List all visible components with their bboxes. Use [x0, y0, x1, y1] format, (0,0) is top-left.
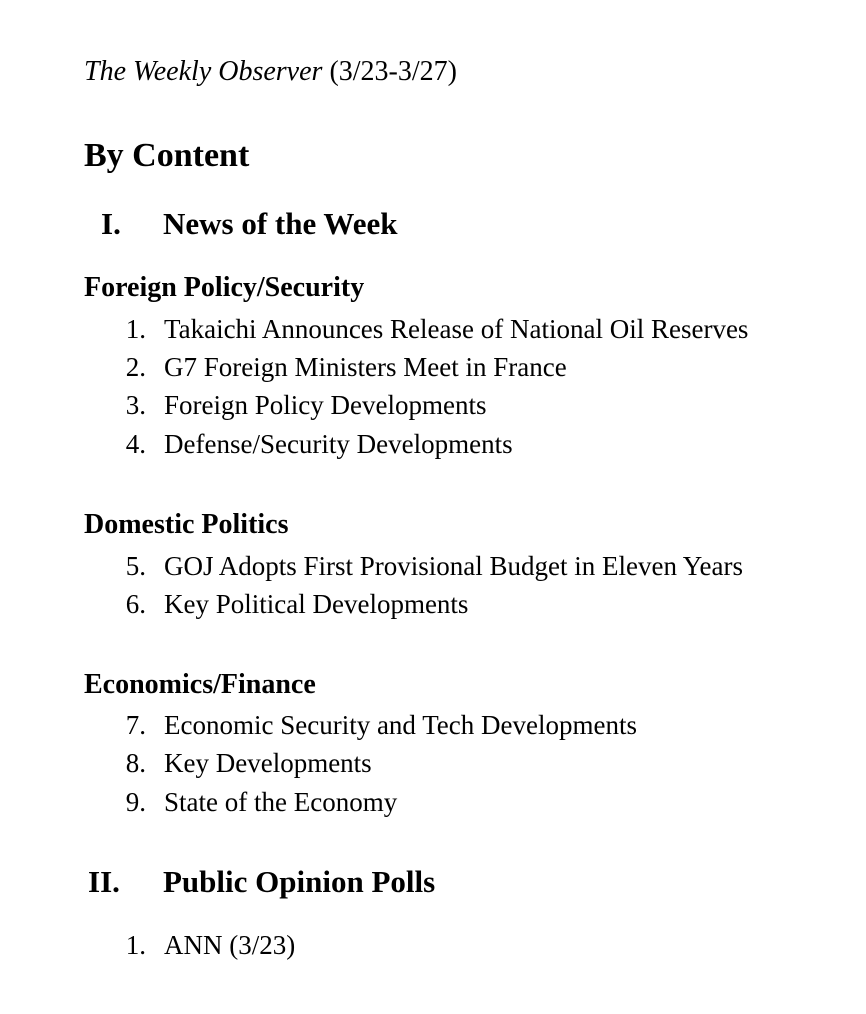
masthead [84, 54, 457, 90]
item-number: 1. [125, 930, 146, 960]
item-number: 2. [125, 352, 146, 382]
section-numeral: I. [101, 206, 121, 241]
item-number: 5. [125, 551, 146, 581]
item-number: 4. [125, 429, 146, 459]
item-text: State of the Economy [164, 787, 398, 817]
item-text: Economic Security and Tech Developments [164, 710, 637, 740]
subheading-domestic-politics: Domestic Politics [84, 509, 289, 540]
item-text: Takaichi Announces Release of National Oil Reserves [164, 314, 749, 344]
publication-title: The Weekly Observer [84, 56, 323, 87]
page-title: By Content [84, 137, 250, 174]
item-text: G7 Foreign Ministers Meet in France [164, 352, 567, 382]
item-number: 3. [125, 390, 146, 420]
item-text: Key Developments [164, 748, 372, 778]
section-numeral: II. [88, 864, 120, 899]
item-text: GOJ Adopts First Provisional Budget in Eleven Years [164, 551, 744, 581]
item-number: 7. [125, 710, 146, 740]
publication-dates: (3/23-3/27) [329, 56, 457, 87]
item-text: ANN (3/23) [164, 930, 296, 960]
section-title: Public Opinion Polls [163, 864, 436, 899]
item-text: Key Political Developments [164, 589, 469, 619]
item-text: Defense/Security Developments [164, 429, 513, 459]
item-number: 1. [125, 314, 146, 344]
subheading-economics-finance: Economics/Finance [84, 669, 316, 700]
item-text: Foreign Policy Developments [164, 390, 487, 420]
item-number: 8. [125, 748, 146, 778]
item-number: 6. [125, 589, 146, 619]
item-number: 9. [125, 787, 146, 817]
subheading-foreign-policy: Foreign Policy/Security [84, 272, 365, 303]
section-title: News of the Week [163, 206, 398, 241]
